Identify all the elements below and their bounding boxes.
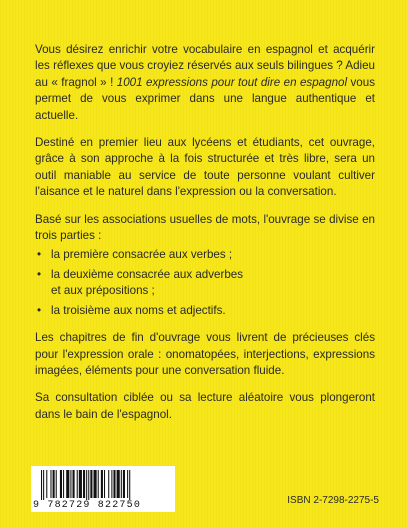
blurb-text — [35, 42, 375, 434]
intro-text-start: Vous désirez enrichir votre vocabulaire en espagnol et acquérir les réflexes que vous croyiez réservés aux seuls bilingues ? Adieu au « fragnol » ! — [35, 43, 375, 89]
list-item: • la deuxième consacrée aux adverbes et aux prépositions ; — [35, 267, 375, 300]
isbn-number: ISBN 2-7298-2275-5 — [287, 495, 379, 506]
list-item: • la troisième aux noms et adjectifs. — [35, 303, 375, 319]
paragraph-conclusion: Sa consultation ciblée ou sa lecture aléatoire vous plongeront dans le bain de l'espagnol. — [35, 391, 375, 421]
barcode-bars-icon — [41, 470, 165, 500]
paragraph-chapters: Les chapitres de fin d'ouvrage vous livrent de précieuses clés pour l'expression orale : onomatopées, interjections, expressions imagées, éléments pour une conversation fluide. — [35, 331, 375, 377]
paragraph-audience: Destiné en premier lieu aux lycéens et étudiants, cet ouvrage, grâce à son approche à la fois structurée et très libre, sera un outil maniable au service de toute personne voulant cultiver l'aisance et le naturel dans l'expression ou la conversation. — [35, 136, 375, 199]
barcode-digits: 9 782729 822750 — [33, 500, 142, 511]
parts-list — [35, 247, 375, 319]
paragraph-structure: Basé sur les associations usuelles de mots, l'ouvrage se divise en trois parties : — [35, 212, 375, 243]
list-item: • la première consacrée aux verbes ; — [35, 247, 375, 263]
intro-text-end: vous permet de vous exprimer dans une langue authentique et actuelle. — [35, 75, 375, 122]
book-title-italic: 1001 expressions pour tout dire en espagnol — [116, 75, 348, 89]
barcode — [31, 466, 175, 512]
paragraph-intro — [35, 42, 375, 124]
